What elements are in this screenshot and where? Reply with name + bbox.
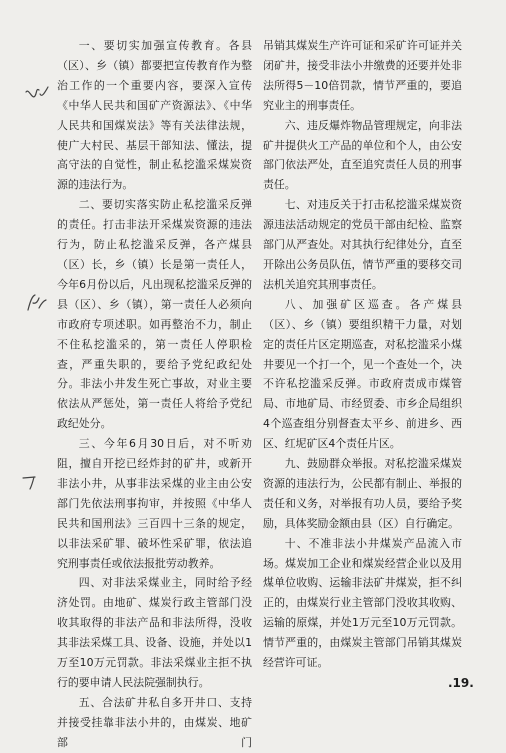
paragraph: 三、今年6月30日后，对不听劝阻，擅自开挖已经炸封的矿井，或新开非法小井，从事非法采煤的业主由公安部门先依法刑事拘审，并按照《中华人民共和国刑法》三百四十三条的规定，以非法采矿罪、破坏性采矿罪，依法追究刑事责任或依法报批劳动教养。	[57, 437, 252, 570]
paragraph-continuation: 吊销其煤炭生产许可证和采矿许可证并关闭矿井，接受非法小井缴费的还要并处非法所得5－10倍罚款，情节严重的，要追究业主的刑事责任。	[263, 39, 462, 112]
page-number: .19.	[448, 676, 474, 690]
paragraph: 二、要切实落实防止私挖滥采反弹的责任。打击非法开采煤炭资源的违法行为，防止私挖滥采反弹，各产煤县（区）长，乡（镇）长是第一责任人，今年6月份以后，凡出现私挖滥采反弹的县（区）、乡（镇），第一责任人必须向市政府专项述职。如再整治不力，制止不住私挖滥采的，第一责任人停职检查，严重失职的，要给予党纪政纪处分。非法小井发生死亡事故，对业主要依法从严惩处，第一责任人将给予党纪政纪处分。	[57, 198, 252, 431]
margin-handwritten-mark	[24, 292, 48, 314]
paragraph: 一、要切实加强宣传教育。各县（区）、乡（镇）都要把宣传教育作为整治工作的一个重要内容，要深入宣传《中华人民共和国矿产资源法》、《中华人民共和国煤炭法》等有关法律法规，使广大村民、基层干部知法、懂法，提高守法的自觉性，制止私挖滥采煤炭资源的违法行为。	[57, 39, 252, 192]
margin-handwritten-mark	[20, 472, 42, 492]
margin-handwritten-mark	[24, 84, 50, 106]
paragraph: 八、加强矿区巡查。各产煤县（区）、乡（镇）要组织精干力量，对划定的责任片区定期巡查，对私挖滥采小煤井要见一个打一个，见一个查处一个，决不许私挖滥采反弹。市政府责成市煤管局、市地矿局、市经贸委、市乡企局组织4个巡查组分别督查太平乡、前进乡、西区、红坭矿区4个责任片区。	[263, 297, 462, 451]
left-text-column	[57, 36, 252, 749]
paragraph: 六、违反爆炸物品管理规定，向非法矿井提供火工产品的单位和个人，由公安部门依法严处，直至追究责任人员的刑事责任。	[263, 118, 462, 192]
paragraph: 五、合法矿井私自多开井口、支持并接受挂靠非法小井的，由煤炭、地矿部门	[57, 695, 252, 749]
paragraph: 七、对违反关于打击私挖滥采煤炭资源违法活动规定的党员干部由纪检、监察部门从严查处。对其执行纪律处分，直至开除出公务员队伍，情节严重的要移交司法机关追究其刑事责任。	[263, 198, 462, 291]
paragraph: 九、鼓励群众举报。对私挖滥采煤炭资源的违法行为，公民都有制止、举报的责任和义务，对举报有功人员，要给予奖励，具体奖励金额由县（区）自行确定。	[263, 457, 462, 530]
right-text-column	[263, 36, 462, 673]
paragraph: 十、不准非法小井煤炭产品流入市场。煤炭加工企业和煤炭经营企业以及用煤单位收购、运输非法矿井煤炭，拒不纠正的，由煤炭行业主管部门没收其收购、运输的原煤，并处1万元至10万元罚款。情节严重的，由煤炭主管部门吊销其煤炭经营许可证。	[263, 536, 462, 670]
paragraph: 四、对非法采煤业主，同时给予经济处罚。由地矿、煤炭行政主管部门没收其取得的非法产品和非法所得，没收其非法采煤工具、设备、设施，并处以1万至10万元罚款。非法采煤业主拒不执行的要申请人民法院强制执行。	[57, 576, 252, 689]
